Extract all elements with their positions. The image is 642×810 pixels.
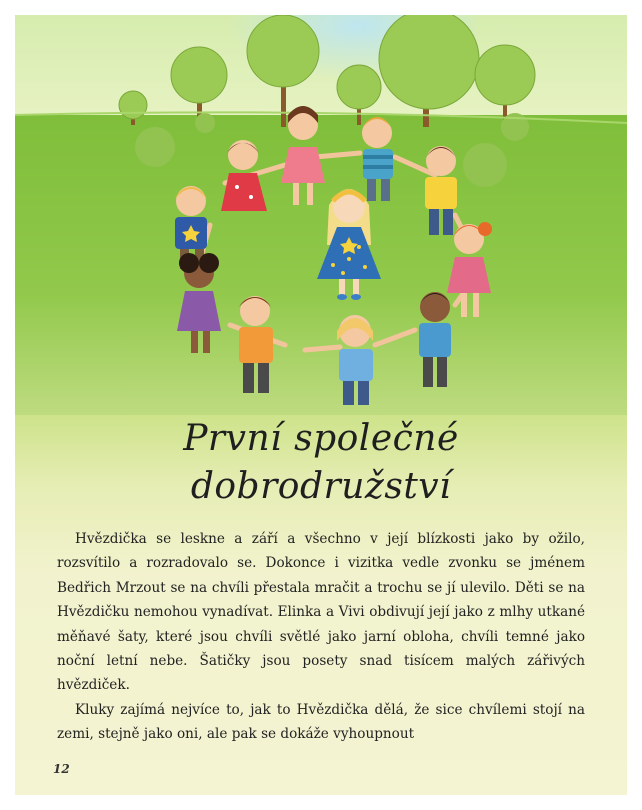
tree-canopy <box>379 15 479 109</box>
chapter-title-line-1: První společné <box>183 418 459 459</box>
illustration-children-circle <box>15 15 627 415</box>
bush <box>463 143 507 187</box>
body-text <box>57 527 585 747</box>
chapter-title-line-2: dobrodružství <box>190 466 452 507</box>
grass-field <box>15 115 627 415</box>
tree-canopy <box>337 65 381 109</box>
bush <box>195 113 215 133</box>
bush <box>135 127 175 167</box>
page-number: 12 <box>53 762 70 776</box>
chapter-title <box>15 415 627 511</box>
tree-canopy <box>247 15 319 87</box>
tree-canopy <box>119 91 147 119</box>
tree-canopy <box>475 45 535 105</box>
paragraph: Hvězdička se leskne a září a všechno v její blízkosti jako by ožilo, rozsvítilo a rozradovalo se. Dokonce i vizitka vedle zvonku se jménem Bedřich Mrzout se na chvíli přestala mračit a trochu se jí ulevilo. Děti se na Hvězdičku nemohou vynadívat. Elinka a Vivi obdivují její jako z mlhy utkané měňavé šaty, které jsou chvíli světlé jako jarní obloha, chvíli temné jako noční letní nebe. Šatičky jsou posety snad tisícem malých zářivých hvězdiček. <box>57 531 585 694</box>
paragraph: Kluky zajímá nejvíce to, jak to Hvězdička dělá, že sice chvílemi stojí na zemi, stejně jako oni, ale pak se dokáže vyhoupnout <box>57 701 585 743</box>
tree-canopy <box>171 47 227 103</box>
book-page <box>15 15 627 795</box>
